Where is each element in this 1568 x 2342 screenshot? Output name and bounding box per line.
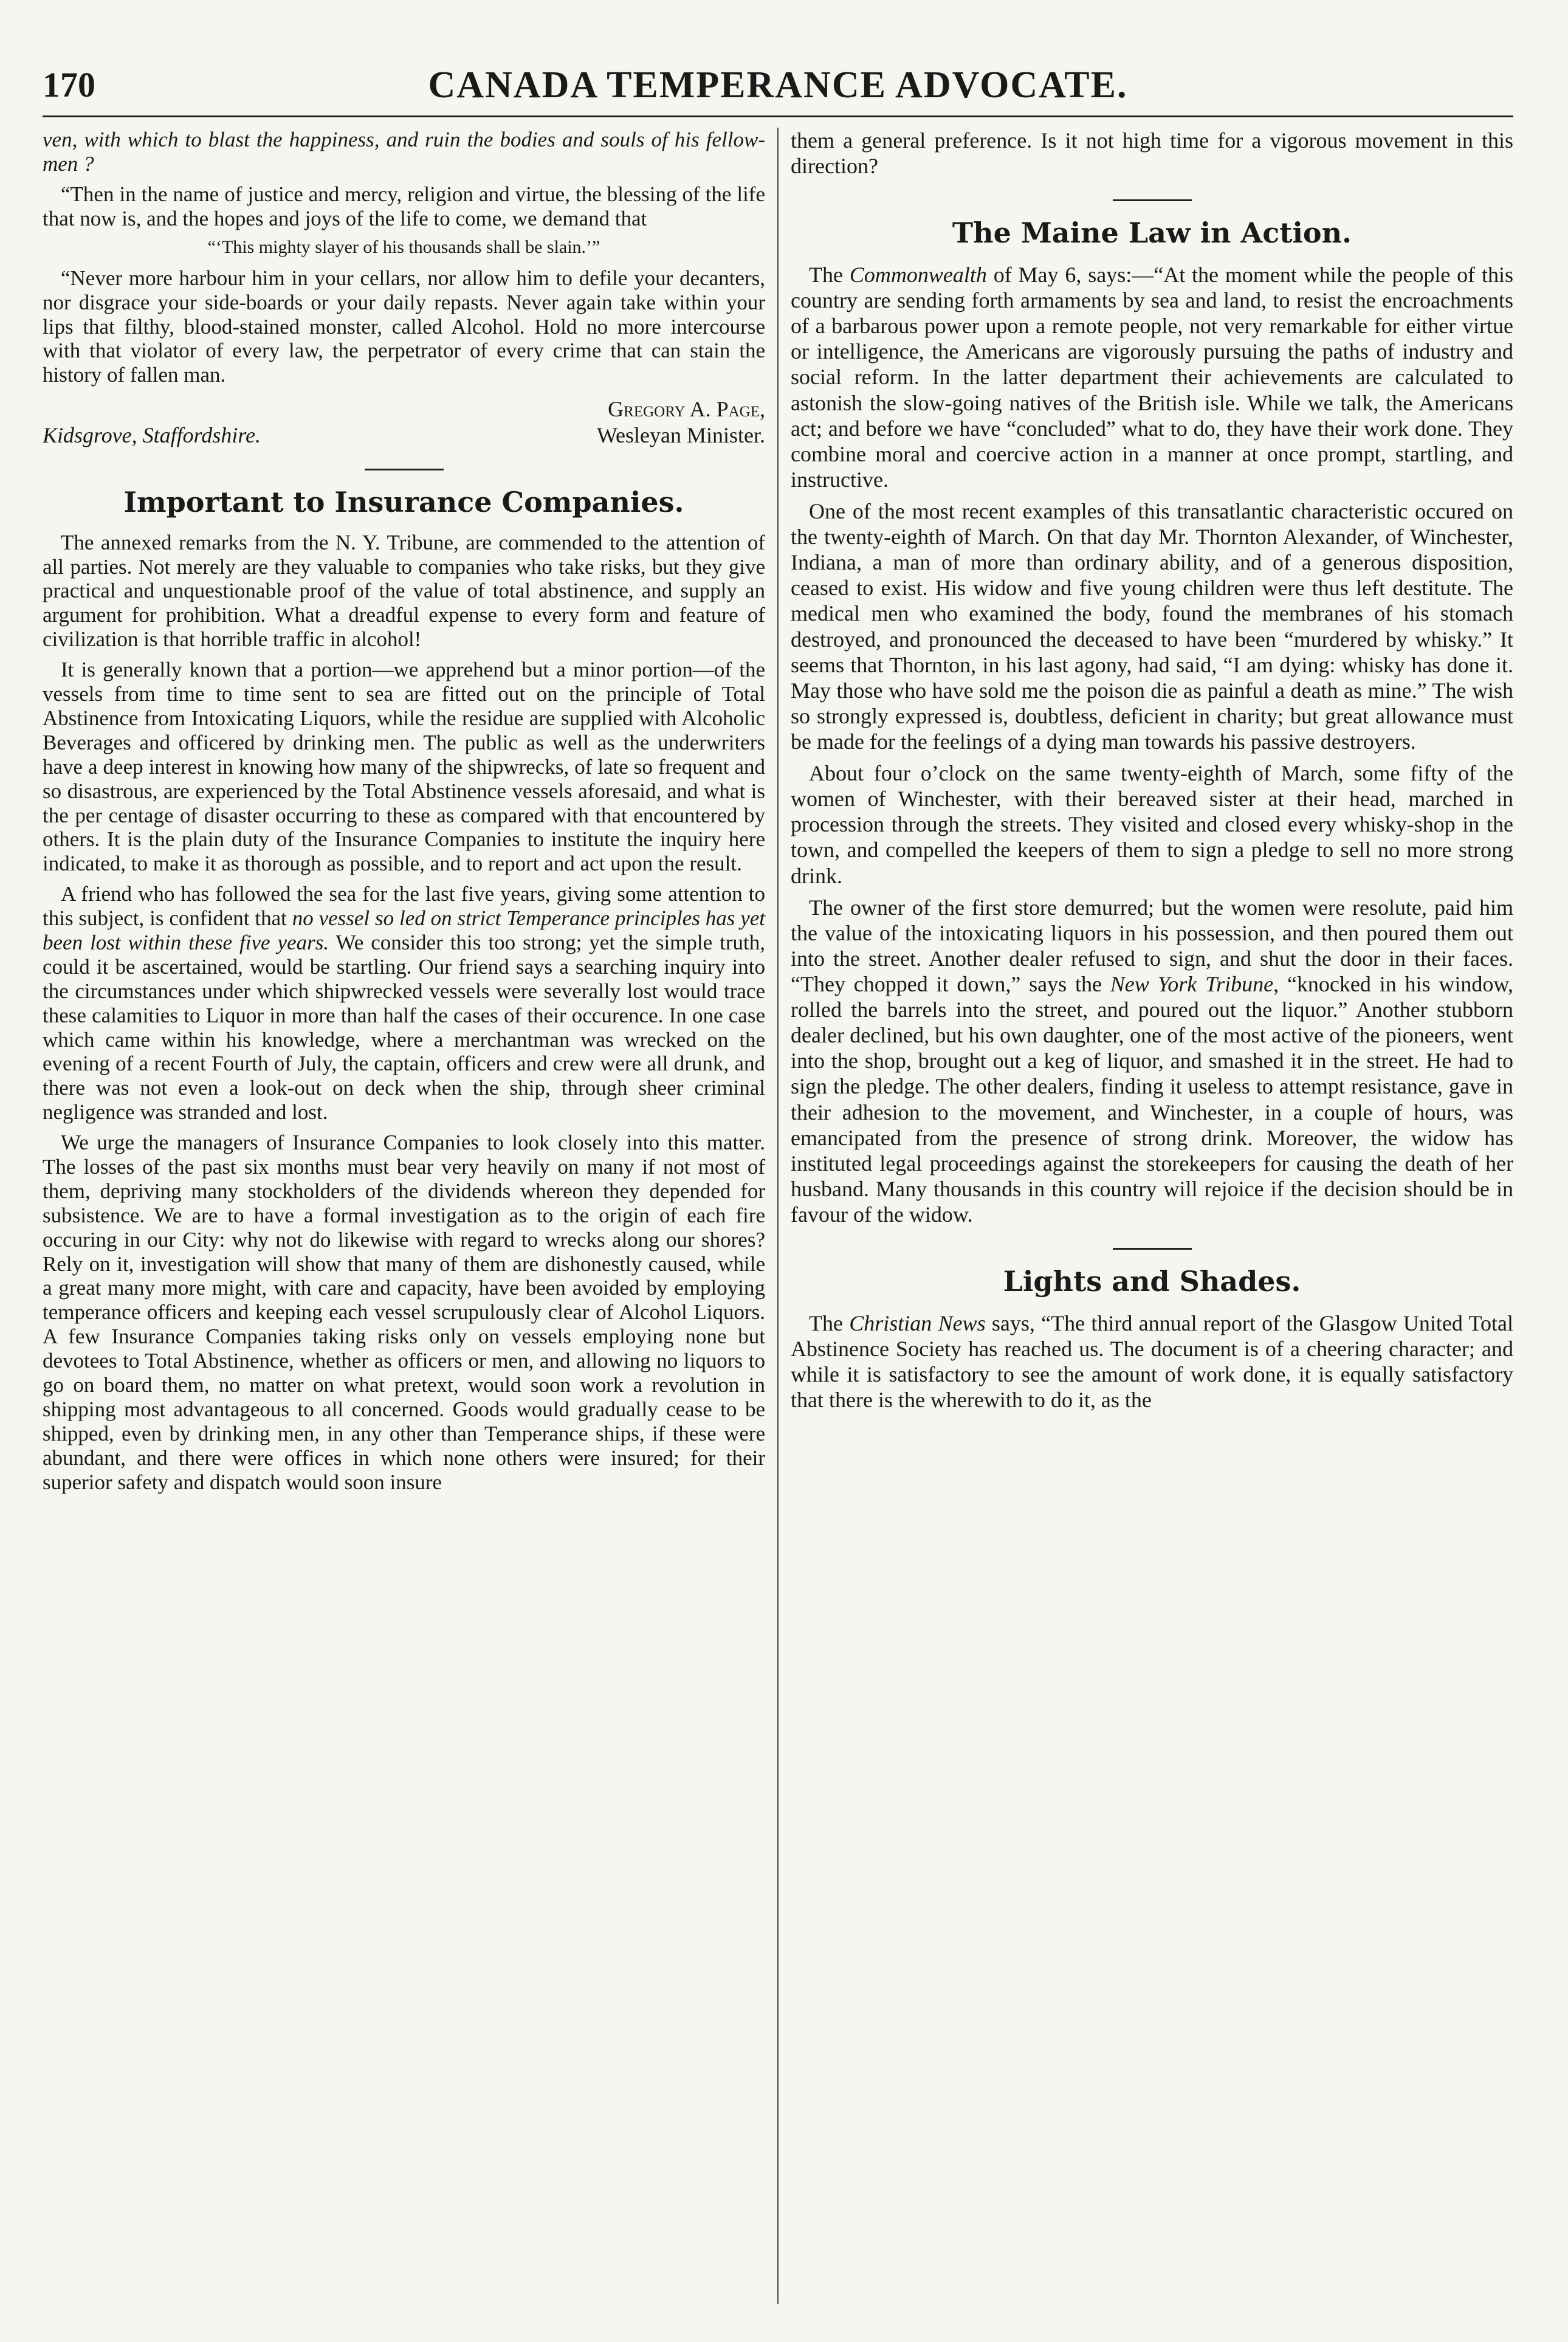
signature-title: Wesleyan Minister. [596, 423, 765, 448]
article-title: Important to Insurance Companies. [123, 486, 684, 519]
page-number: 170 [43, 65, 95, 105]
italic-text-run: Commonwealth [849, 263, 987, 288]
text-run: A friend who has followed the sea for the last five years, giving some attention to this subject, is confident that [43, 882, 765, 931]
verse-quote: “‘This mighty slayer of his thousands shall be slain.’” [207, 236, 600, 257]
signature-line [43, 423, 765, 448]
section-divider [365, 469, 444, 470]
italic-text-run: no vessel so led on strict Temperance principles has yet been lost within these five years. [43, 906, 765, 954]
columns [43, 128, 1513, 2304]
text-run: The [809, 1310, 850, 1335]
signature-place: Kidsgrove, Staffordshire. [43, 423, 261, 448]
left-column [43, 128, 777, 2304]
paragraph [791, 895, 1513, 1227]
paragraph: “Never more harbour him in your cellars, nor allow him to defile your decanters, nor disgrace your side-boards or your daily repasts. Never again take within your lips that filthy, blood-stained monster, called Alcohol. Hold no more intercourse with that violator of every law, the perpetrator of every crime that can stain the history of fallen man. [43, 266, 765, 387]
article-title: The Maine Law in Action. [952, 216, 1352, 250]
page-header [43, 61, 1513, 109]
continuation-text: ven, with which to blast the happiness, and ruin the bodies and souls of his fellow-men ? [43, 128, 765, 176]
italic-text-run: New York Tribune [1110, 971, 1274, 996]
right-column [779, 128, 1513, 2304]
paragraph [791, 1310, 1513, 1413]
paragraph: It is generally known that a portion—we apprehend but a minor portion—of the vessels from time to time sent to sea are fitted out on the principle of Total Abstinence from Intoxicating Liquors, while the residue are supplied with Alcoholic Beverages and officered by drinking men. The public as well as the underwriters have a deep interest in knowing how many of the shipwrecks, of late so frequent and so disastrous, are experienced by the Total Abstinence vessels aforesaid, and what is the per centage of disaster occurring to these as compared with that encountered by others. It is the plain duty of the Insurance Companies to institute the inquiry here indicated, to make it as thorough as possible, and to report and act upon the result. [43, 658, 765, 876]
text-run: , “knocked in his window, rolled the barrels into the street, and poured out the liquor.” Another stubborn dealer declined, but his own daughter, one of the most active of the pioneers, went into the shop, brought out a keg of liquor, and smashed it in the street. He had to sign the pledge. The other dealers, finding it useless to attempt resistance, gave in their adhesion to the movement, and Winchester, in a couple of hours, was emancipated from the presence of strong drink. Moreover, the widow has instituted legal proceedings against the storekeepers for causing the death of her husband. Many thousands in this country will rejoice if the decision should be in favour of the widow. [791, 971, 1513, 1227]
paragraph [43, 882, 765, 1125]
text-run: says, “The third annual report of the Glasgow United Total Abstinence Society has reached us. The document is of a cheering character; and while it is satisfactory to see the amount of work done, it is equally satisfactory that there is the wherewith to do it, as the [791, 1310, 1513, 1413]
running-head: CANADA TEMPERANCE ADVOCATE. [428, 64, 1128, 106]
signature-name: Gregory A. Page, [608, 397, 765, 422]
section-divider [1113, 199, 1192, 201]
text-run: of May 6, says:—“At the moment while the people of this country are sending forth armaments by sea and land, to resist the encroachments of a barbarous power upon a remote people, not very remarkable for either virtue or intelligence, the Americans are vigorously pursuing the paths of industry and social reform. In the latter department their achievements are calculated to astonish the slow-going natives of the British isle. While we talk, the Americans act; and before we have “concluded” what to do, they have their work done. They combine moral and coercive action in a manner at once prompt, startling, and instructive. [791, 263, 1513, 492]
text-run: We consider this too strong; yet the simple truth, could it be ascertained, would be startling. Our friend says a searching inquiry into the circumstances under which shipwrecked vessels were severally lost would trace these calamities to Liquor in more than half the cases of their occurence. In one case which came within his knowledge, where a merchantman was wrecked on the evening of a recent Fourth of July, the captain, officers and crew were all drunk, and there was not even a look-out on deck when the ship, through sheer criminal negligence was stranded and lost. [43, 930, 765, 1125]
paragraph: One of the most recent examples of this transatlantic characteristic occured on the twenty-eighth of March. On that day Mr. Thornton Alexander, of Winchester, Indiana, a man of more than ordinary ability, and of a generous disposition, ceased to exist. His widow and five young children were thus left destitute. The medical men who examined the body, found the membranes of his stomach destroyed, and pronounced the deceased to have been “murdered by whisky.” It seems that Thornton, in his last agony, had said, “I am dying: whisky has done it. May those who have sold me the poison die as painful a death as mine.” The wish so strongly expressed is, doubtless, deficient in charity; but great allowance must be made for the feelings of a dying man towards his passive destroyers. [791, 499, 1513, 754]
italic-text-run: Christian News [849, 1310, 986, 1335]
newspaper-page [43, 61, 1513, 2310]
header-rule [43, 115, 1513, 117]
article-title: Lights and Shades. [1003, 1265, 1301, 1298]
paragraph: “Then in the name of justice and mercy, religion and virtue, the blessing of the life that now is, and the hopes and joys of the life to come, we demand that [43, 182, 765, 230]
text-run: The owner of the first store demurred; but the women were resolute, paid him the value of the intoxicating liquors in his possession, and then poured them out into the street. Another dealer refused to sign, and shut the door in their faces. “They chopped it down,” says the [791, 895, 1513, 996]
paragraph: About four o’clock on the same twenty-eighth of March, some fifty of the women of Winchester, with their bereaved sister at their head, marched in procession through the streets. They visited and closed every whisky-shop in the town, and compelled the keepers of them to sign a pledge to sell no more strong drink. [791, 761, 1513, 888]
continuation-text: them a general preference. Is it not high time for a vigorous movement in this direction? [791, 128, 1513, 179]
paragraph [791, 262, 1513, 492]
article-intro: The annexed remarks from the N. Y. Tribune, are commended to the attention of all parties. Not merely are they valuable to companies who take risks, but they give practical and unquestionable proof of the value of total abstinence, and supply an argument for prohibition. What a dreadful expense to every form and feature of civilization is that horrible traffic in alcohol! [43, 530, 765, 652]
section-divider [1113, 1248, 1192, 1250]
paragraph: We urge the managers of Insurance Companies to look closely into this matter. The losses of the past six months must bear very heavily on many if not most of them, depriving many stockholders of the dividends whereon they depended for subsistence. We are to have a formal investigation as to the origin of each fire occuring in our City: why not do likewise with regard to wrecks along our shores? Rely on it, investigation will show that many of them are dishonestly caused, while a great many more might, with care and capacity, have been avoided by employing temperance officers and keeping each vessel scrupulously clear of Alcohol Liquors. A few Insurance Companies taking risks only on vessels employing none but devotees to Total Abstinence, whether as officers or men, and allowing no liquors to go on board them, no matter on what pretext, would soon work a revolution in shipping most advantageous to all concerned. Goods would gradually cease to be shipped, even by drinking men, in any other than Temperance ships, if these were abundant, and there were offices in which none others were insured; for their superior safety and dispatch would soon insure [43, 1131, 765, 1494]
text-run: The [809, 263, 850, 288]
